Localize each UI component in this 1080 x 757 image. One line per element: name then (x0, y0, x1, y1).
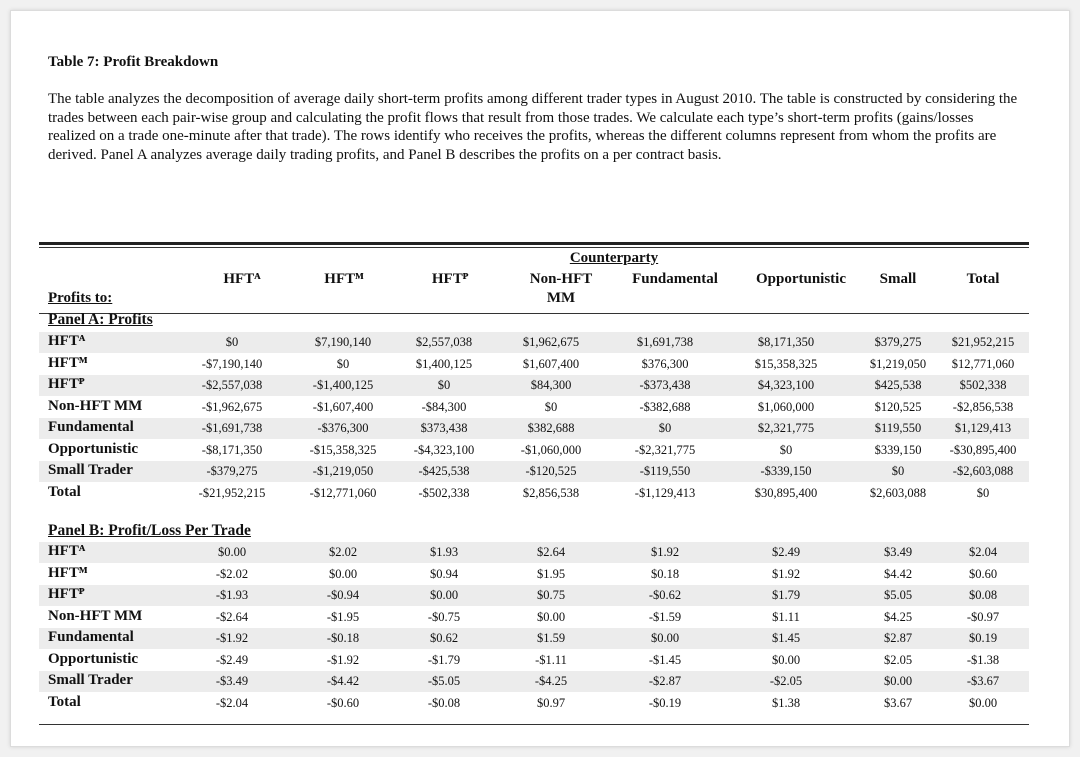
table-cell: -$1.93 (215, 588, 249, 602)
column-header: Opportunistic (755, 271, 847, 287)
row-label: HFTᴬ (48, 333, 86, 349)
table-cell: -$1.95 (326, 609, 360, 624)
row-label: Non-HFT MM (48, 607, 143, 624)
row-label: HFTᴹ (48, 354, 88, 371)
table-cell: -$382,688 (639, 399, 691, 414)
table-cell: $12,771,060 (951, 356, 1015, 371)
table-cell: $3.49 (883, 545, 913, 559)
table-cell: $3.67 (883, 695, 913, 710)
table-cell: -$0.62 (648, 588, 682, 602)
table-cell: $2.04 (968, 545, 998, 559)
table-cell: $1,691,738 (636, 335, 694, 349)
table-cell: -$0.60 (326, 695, 360, 710)
table-cell: $1.92 (650, 545, 680, 559)
column-header: HFTᴾ (431, 271, 469, 287)
table-cell: -$2.04 (215, 695, 249, 710)
table-cell: $4.25 (883, 609, 913, 624)
table-cell: $0.00 (771, 652, 801, 667)
row-label: HFTᴾ (48, 376, 85, 392)
table-cell: $84,300 (530, 378, 572, 392)
table-cell: $382,688 (527, 421, 575, 435)
table-cell: $1,129,413 (954, 421, 1012, 435)
row-label: Fundamental (48, 629, 134, 645)
table-cell: $0 (779, 442, 793, 457)
table-cell: -$7,190,140 (201, 356, 263, 371)
table-cell: $0.75 (536, 588, 566, 602)
table-cell: -$1,400,125 (312, 378, 374, 392)
table-cell: -$0.97 (966, 609, 1000, 624)
table-cell: $1.38 (771, 695, 801, 710)
table-cell: -$2,557,038 (201, 378, 263, 392)
row-label: HFTᴬ (48, 543, 86, 559)
table-cell: -$339,150 (760, 464, 812, 478)
table-cell: $0.94 (429, 566, 459, 581)
table-cell: -$2.87 (648, 674, 682, 688)
table-cell: -$1.92 (215, 631, 249, 645)
row-label: HFTᴹ (48, 564, 88, 581)
table-cell: $1,962,675 (522, 335, 580, 349)
table-cell: $0.00 (650, 631, 680, 645)
table-cell: -$4,323,100 (413, 442, 475, 457)
table-description: The table analyzes the decomposition of average daily short-term profits among different trader types in August 2010. The table is constructed by considering the trades between each pair-wise group and calculating the profit flows that result from those trades. We calculate each type’s short-term profits (gains/losses realized on a trade one-minute after that trade). The rows identify who receives the profits, whereas the different columns represent from whom the profits are derived. Panel A analyzes average daily trading profits, and Panel B describes the profits on a per contract basis. (48, 91, 1018, 163)
row-label: Total (48, 483, 81, 500)
table-cell: -$502,338 (418, 485, 470, 500)
table-cell: $2,856,538 (522, 485, 580, 500)
table-cell: $1.79 (771, 588, 801, 602)
row-label: Opportunistic (48, 440, 139, 457)
table-cell: -$4.42 (326, 674, 360, 688)
column-header: Total (966, 271, 1000, 287)
table-cell: -$3.49 (215, 674, 249, 688)
table-cell: -$2.05 (769, 674, 803, 688)
column-header: Non-HFT MM (529, 271, 593, 306)
table-cell: -$0.08 (427, 695, 461, 710)
table-cell: $0 (976, 485, 990, 500)
row-label: Small Trader (48, 672, 133, 688)
table-cell: -$4.25 (534, 674, 568, 688)
table-cell: $0.18 (650, 566, 680, 581)
counterparty-label: Counterparty (569, 250, 659, 266)
table-cell: $2.49 (771, 545, 801, 559)
table-cell: $1.59 (536, 631, 566, 645)
table-cell: $119,550 (874, 421, 922, 435)
table-cell: -$2.64 (215, 609, 249, 624)
table-cell: -$0.75 (427, 609, 461, 624)
table-cell: $120,525 (874, 399, 922, 414)
table-cell: -$21,952,215 (198, 485, 266, 500)
table-cell: $379,275 (874, 335, 922, 349)
table-cell: -$8,171,350 (201, 442, 263, 457)
table-cell: $0.60 (968, 566, 998, 581)
document-page (10, 10, 1070, 747)
table-cell: $2,603,088 (869, 485, 927, 500)
column-header: Small (879, 271, 917, 287)
table-cell: -$119,550 (639, 464, 691, 478)
table-cell: $0 (544, 399, 558, 414)
table-cell: -$425,538 (418, 464, 470, 478)
table-cell: $5.05 (883, 588, 913, 602)
table-cell: -$84,300 (421, 399, 467, 414)
table-cell: -$373,438 (639, 378, 691, 392)
table-cell: $339,150 (874, 442, 922, 457)
table-cell: $1,060,000 (757, 399, 815, 414)
column-header: Fundamental (632, 271, 718, 287)
table-cell: -$1.45 (648, 652, 682, 667)
table-cell: -$30,895,400 (949, 442, 1017, 457)
table-cell: $1,607,400 (522, 356, 580, 371)
table-cell: $2.87 (883, 631, 913, 645)
table-cell: $0.08 (968, 588, 998, 602)
table-cell: $0 (891, 464, 905, 478)
row-label: Total (48, 693, 81, 710)
profits-to-label: Profits to: (48, 290, 113, 306)
table-cell: $0 (658, 421, 672, 435)
table-cell: $0.00 (883, 674, 913, 688)
table-cell: $376,300 (641, 356, 689, 371)
table-cell: -$2.02 (215, 566, 249, 581)
table-cell: $0.19 (968, 631, 998, 645)
table-cell: -$0.18 (326, 631, 360, 645)
table-cell: $1.11 (772, 609, 800, 624)
table-title: Table 7: Profit Breakdown (48, 54, 219, 70)
table-top-rule (39, 242, 1029, 245)
table-cell: $30,895,400 (754, 485, 818, 500)
table-cell: -$2,856,538 (952, 399, 1014, 414)
row-band (39, 542, 1029, 563)
table-cell: $0.00 (968, 695, 998, 710)
table-cell: $1.95 (536, 566, 566, 581)
table-cell: -$1,060,000 (520, 442, 582, 457)
table-cell: $373,438 (420, 421, 468, 435)
table-cell: $0 (336, 356, 350, 371)
table-cell: -$376,300 (317, 421, 369, 435)
row-band (39, 585, 1029, 606)
table-cell: $502,338 (959, 378, 1007, 392)
table-cell: -$1.59 (648, 609, 682, 624)
table-cell: $2,321,775 (757, 421, 815, 435)
table-cell: -$2,321,775 (634, 442, 696, 457)
table-cell: -$1.38 (966, 652, 1000, 667)
table-cell: -$1,219,050 (312, 464, 374, 478)
table-cell: -$120,525 (525, 464, 577, 478)
table-cell: $1,219,050 (869, 356, 927, 371)
table-cell: -$2.49 (215, 652, 249, 667)
table-cell: $0.00 (429, 588, 459, 602)
table-cell: $425,538 (874, 378, 922, 392)
table-cell: -$1.92 (326, 652, 360, 667)
table-cell: $0 (437, 378, 451, 392)
table-top-rule-thin (39, 247, 1029, 248)
table-cell: -$379,275 (206, 464, 258, 478)
row-label: HFTᴾ (48, 586, 85, 602)
header-rule (39, 313, 1029, 314)
table-cell: $0.00 (536, 609, 566, 624)
table-cell: -$1,129,413 (634, 485, 696, 500)
column-header: HFTᴹ (324, 271, 364, 287)
table-cell: $0.97 (536, 695, 566, 710)
table-cell: -$1,962,675 (201, 399, 263, 414)
table-cell: $7,190,140 (314, 335, 372, 349)
table-cell: $0.00 (328, 566, 358, 581)
table-cell: $2.05 (883, 652, 913, 667)
table-cell: -$15,358,325 (309, 442, 377, 457)
table-cell: $1.45 (771, 631, 801, 645)
table-cell: -$1.11 (535, 652, 567, 667)
table-cell: $15,358,325 (754, 356, 818, 371)
table-cell: $2,557,038 (415, 335, 473, 349)
table-cell: -$1.79 (427, 652, 461, 667)
panel-b-title: Panel B: Profit/Loss Per Trade (48, 522, 251, 539)
row-label: Fundamental (48, 419, 134, 435)
table-cell: -$0.19 (648, 695, 682, 710)
table-cell: -$2,603,088 (952, 464, 1014, 478)
panel-a-title: Panel A: Profits (48, 311, 153, 328)
table-cell: $0 (225, 335, 239, 349)
table-cell: $2.02 (328, 545, 358, 559)
table-cell: $4,323,100 (757, 378, 815, 392)
table-cell: $1.92 (771, 566, 801, 581)
column-header: HFTᴬ (223, 271, 261, 287)
table-cell: $1.93 (429, 545, 459, 559)
table-cell: $1,400,125 (415, 356, 473, 371)
table-cell: $2.64 (536, 545, 566, 559)
table-cell: -$5.05 (427, 674, 461, 688)
row-label: Opportunistic (48, 650, 139, 667)
table-cell: -$0.94 (326, 588, 360, 602)
table-cell: $8,171,350 (757, 335, 815, 349)
row-label: Small Trader (48, 462, 133, 478)
table-bottom-rule (39, 724, 1029, 725)
table-cell: $21,952,215 (951, 335, 1015, 349)
table-cell: -$3.67 (966, 674, 1000, 688)
table-cell: -$1,691,738 (201, 421, 263, 435)
row-label: Non-HFT MM (48, 397, 143, 414)
table-cell: $0.62 (429, 631, 459, 645)
table-cell: $0.00 (217, 545, 247, 559)
table-cell: -$12,771,060 (309, 485, 377, 500)
row-band (39, 628, 1029, 649)
table-cell: -$1,607,400 (312, 399, 374, 414)
table-cell: $4.42 (883, 566, 913, 581)
